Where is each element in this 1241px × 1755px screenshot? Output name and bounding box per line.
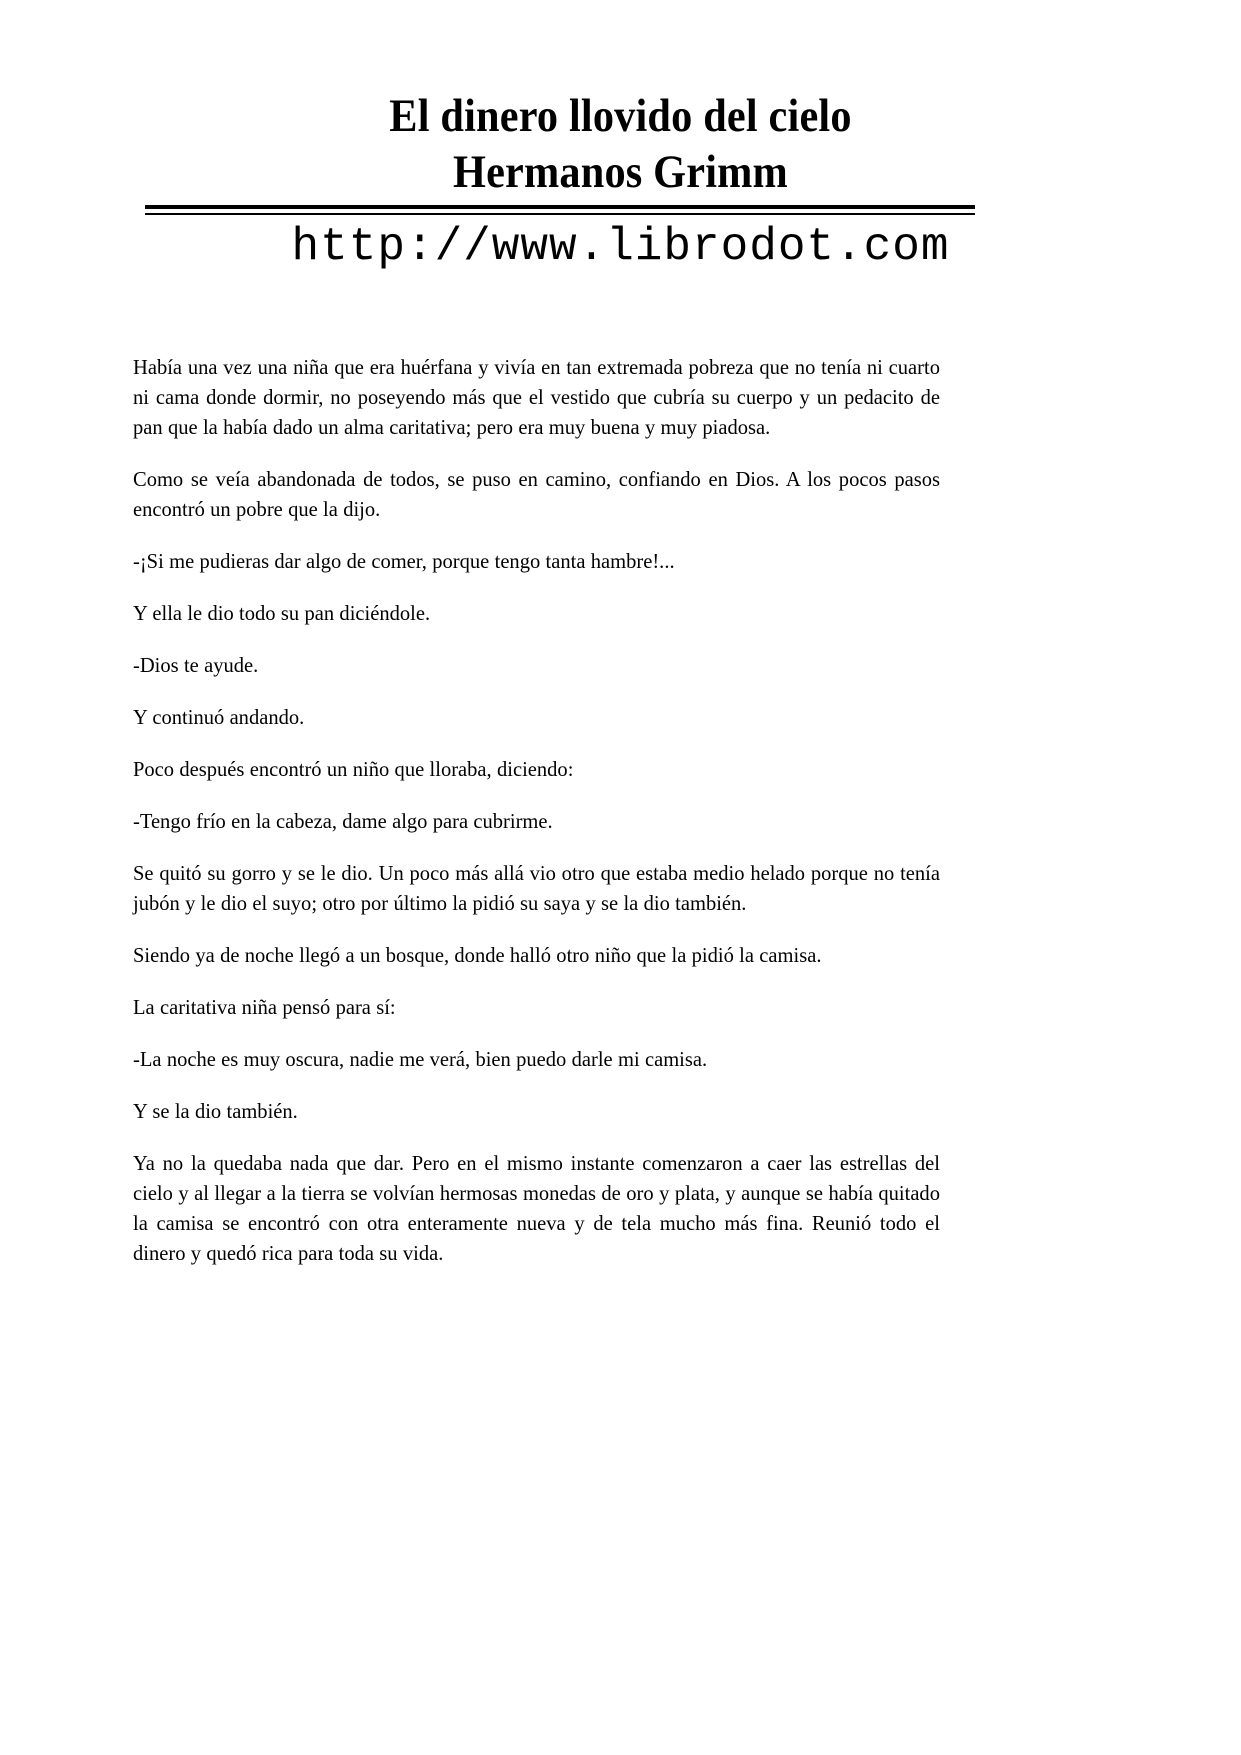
body-paragraph: Como se veía abandonada de todos, se puso en camino, confiando en Dios. A los pocos pasos encontró un pobre que la dijo. — [133, 467, 940, 521]
source-website-url[interactable]: http://www.librodot.com — [291, 221, 950, 273]
body-paragraph: Se quitó su gorro y se le dio. Un poco más allá vio otro que estaba medio helado porque no tenía jubón y le dio el suyo; otro por último la pidió su saya y se la dio también. — [133, 861, 940, 915]
body-paragraph: -La noche es muy oscura, nadie me verá, bien puedo darle mi camisa. — [133, 1047, 708, 1071]
document-body — [133, 352, 978, 1268]
body-paragraph: Y se la dio también. — [133, 1099, 298, 1123]
body-paragraph: La caritativa niña pensó para sí: — [133, 995, 396, 1019]
header-divider-rule — [145, 205, 975, 215]
divider-thin-line — [145, 213, 975, 215]
body-paragraph: Había una vez una niña que era huérfana y vivía en tan extremada pobreza que no tenía ni cuarto ni cama donde dormir, no poseyendo más que el vestido que cubría su cuerpo y un pedacito de pan que la había dado un alma caritativa; pero era muy buena y muy piadosa. — [133, 355, 940, 439]
body-paragraph: Poco después encontró un niño que lloraba, diciendo: — [133, 757, 574, 781]
divider-thick-line — [145, 205, 975, 209]
body-paragraph: Ya no la quedaba nada que dar. Pero en el mismo instante comenzaron a caer las estrellas del cielo y al llegar a la tierra se volvían hermosas monedas de oro y plata, y aunque se había quitado la camisa se encontró con otra enteramente nueva y de tela mucho más fina. Reunió todo el dinero y quedó rica para toda su vida. — [133, 1151, 940, 1265]
document-author: Hermanos Grimm — [453, 146, 788, 199]
document-header — [0, 88, 1241, 201]
body-paragraph: -Dios te ayude. — [133, 653, 259, 677]
body-paragraph: -¡Si me pudieras dar algo de comer, porque tengo tanta hambre!... — [133, 549, 675, 573]
document-title-line-1: El dinero llovido del cielo — [389, 90, 852, 142]
body-paragraph: Siendo ya de noche llegó a un bosque, donde halló otro niño que la pidió la camisa. — [133, 943, 822, 967]
body-paragraph: Y ella le dio todo su pan diciéndole. — [133, 601, 431, 625]
body-paragraph: -Tengo frío en la cabeza, dame algo para cubrirme. — [133, 809, 553, 833]
body-paragraph: Y continuó andando. — [133, 705, 305, 729]
